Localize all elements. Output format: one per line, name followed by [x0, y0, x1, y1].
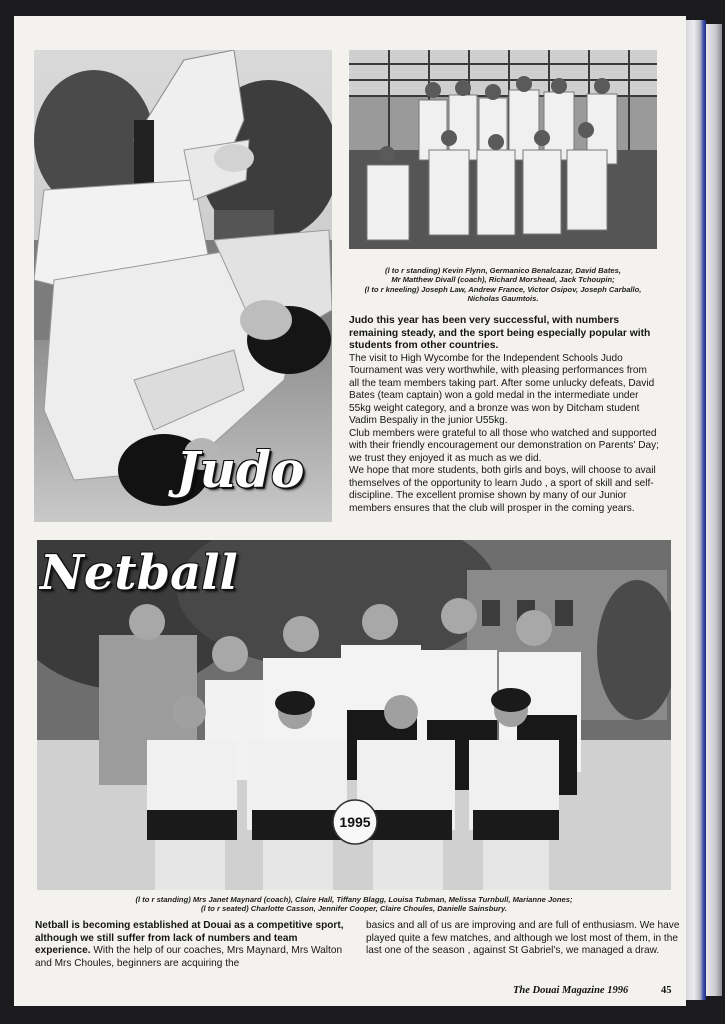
judo-caption-line: Nicholas Gaumtois.: [467, 294, 539, 304]
netball-caption: [36, 895, 672, 914]
netball-caption-line: (l to r standing) Mrs Janet Maynard (coach), Claire Hall, Tiffany Blagg, Louisa Tubman, Melissa Turnbull, Marianne Jones;: [135, 895, 573, 904]
judo-caption-line: (l to r standing) Kevin Flynn, Germanico Benalcazar, David Bates,: [385, 266, 621, 275]
netball-article-col1: [35, 920, 345, 970]
judo-caption-line: (l to r kneeling) Joseph Law, Andrew France, Victor Osipov, Joseph Carballo,: [364, 284, 642, 294]
book-spine: [686, 20, 706, 1000]
judo-article: [349, 315, 659, 515]
magazine-footer-title: The Douai Magazine 1996: [513, 985, 629, 996]
netball-caption-line: (l to r seated) Charlotte Casson, Jennifer Cooper, Claire Choules, Danielle Sainsbury.: [200, 904, 508, 914]
judo-paragraph: We hope that more students, both girls and boys, will choose to avail themselves of the opportunity to learn Judo , a sport of skill and self-discipline. The excellent promise shown by many of our Junior members ensures that the club will prosper in the coming years.: [349, 465, 656, 514]
judo-title: Judo: [176, 440, 305, 499]
judo-caption-line: Mr Matthew Divall (coach), Richard Morshead, Jack Tchoupin;: [391, 275, 615, 285]
judo-team-photo: [349, 50, 657, 249]
judo-paragraph: The visit to High Wycombe for the Independent Schools Judo Tournament was very worthwhile, with pleasing performances from all the team members taking part. After some unlucky defeats, David Bates (team captain) won a gold medal in the intermediate under 55kg weight category, and a bronze was won by Ditcham student Vadim Bespaliy in the junior U55kg.: [349, 352, 655, 426]
netball-col1-text: With the help of our coaches, Mrs Maynard, Mrs Walton and Mrs Choules, beginners are acquiring the: [35, 945, 343, 969]
netball-article-col2: [366, 920, 681, 958]
netball-ball-label: 1995: [339, 814, 371, 830]
judo-caption: [349, 266, 657, 304]
judo-lead: Judo this year has been very successful, with numbers remaining steady, and the sport being especially popular with students from other countries.: [349, 315, 651, 351]
page-number: 45: [661, 985, 672, 996]
netball-col2-text: basics and all of us are improving and are full of enthusiasm. We have played quite a few matches, and although we lost most of them, in the last one of the season , against St Gabriel's, we managed a draw.: [366, 920, 680, 956]
netball-title: Netball: [40, 545, 238, 601]
netball-lead: Netball is becoming established at Douai as a competitive sport, although we still suffer from lack of numbers and team experience.: [35, 920, 344, 956]
page-edges: [706, 24, 722, 996]
judo-paragraph: Club members were grateful to all those who watched and supported with their friendly encouragement our demonstration on Parents' Day; we trust they enjoyed it as much as we did.: [349, 427, 659, 464]
